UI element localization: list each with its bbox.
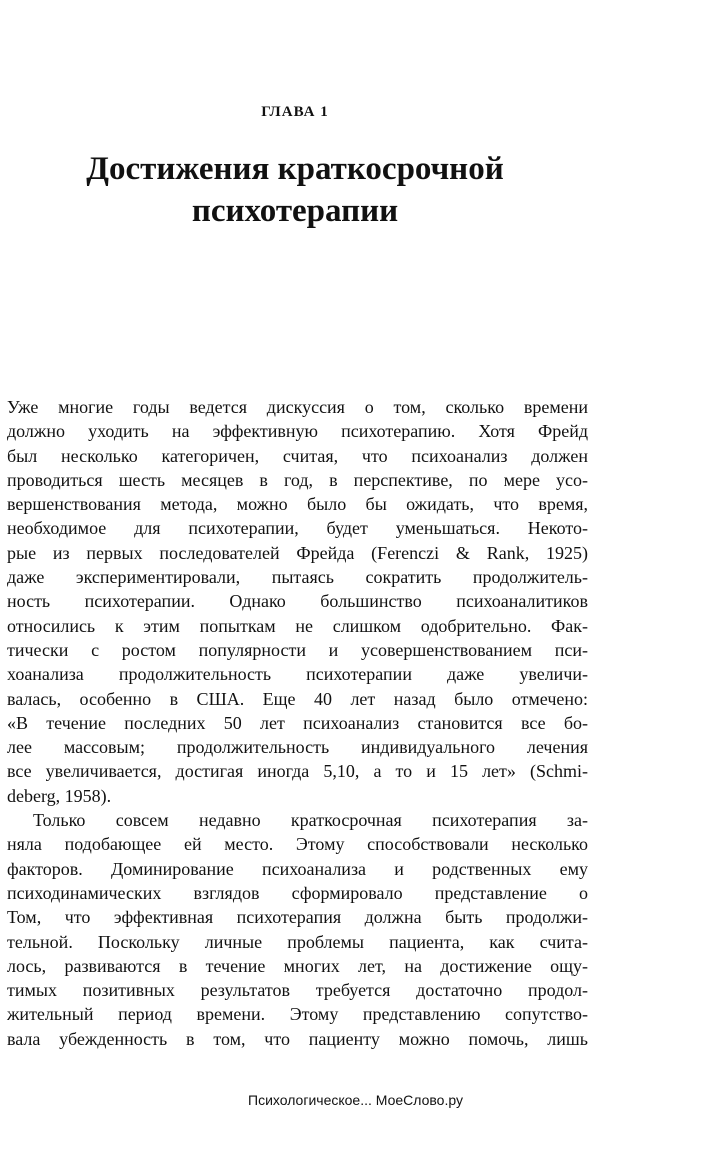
text-line: необходимое для психотерапии, будет уменьшаться. Некото- [7,518,588,539]
text-line: должно уходить на эффективную психотерапию. Хотя Фрейд [7,421,588,442]
text-line: ность психотерапии. Однако большинство психоаналитиков [7,591,588,612]
text-line: проводиться шесть месяцев в год, в перспективе, по мере усо- [7,469,588,490]
text-line: Уже многие годы ведется дискуссия о том, сколько времени [7,397,588,417]
text-line: няла подобающее ей место. Этому способствовали несколько [7,834,588,855]
chapter-title-line-1: Достижения краткосрочной [86,151,504,187]
text-line: даже экспериментировали, пытаясь сократить продолжитель- [7,567,588,588]
text-line: хоанализа продолжительность психотерапии даже увеличи- [7,664,588,685]
text-line: «В течение последних 50 лет психоанализ становится все бо- [7,712,588,733]
paragraph-1 [7,395,588,808]
text-line: рые из первых последователей Фрейда (Ferenczi & Rank, 1925) [7,542,588,563]
text-line: тически с ростом популярности и усовершенствованием пси- [7,639,588,660]
text-line: вершенствования метода, можно было бы ожидать, что время, [7,494,588,515]
chapter-title [0,148,590,232]
chapter-title-line-2: психотерапии [191,193,399,229]
text-line: лее массовым; продолжительность индивидуального лечения [7,737,588,758]
text-line: deberg, 1958). [7,785,112,806]
text-line: валась, особенно в США. Еще 40 лет назад было отмечено: [7,688,588,709]
text-line: Том, что эффективная психотерапия должна быть продолжи- [7,907,588,928]
text-line: тимых позитивных результатов требуется достаточно продол- [7,980,588,1001]
page-footer: Психологическое... МоеСлово.ру [248,1092,463,1108]
text-line: был несколько категоричен, считая, что психоанализ должен [7,445,588,466]
text-line: факторов. Доминирование психоанализа и родственных ему [7,858,588,879]
text-line: жительный период времени. Этому представлению сопутство- [7,1004,588,1025]
text-line: психодинамических взглядов сформировало представление о [7,882,588,903]
text-line: лось, развиваются в течение многих лет, на достижение ощу- [7,955,588,976]
chapter-label: ГЛАВА 1 [261,104,329,120]
body-text [7,395,588,1051]
text-line: все увеличивается, достигая иногда 5,10, а то и 15 лет» (Schmi- [7,761,588,782]
text-line: относились к этим попыткам не слишком одобрительно. Фак- [7,615,588,636]
text-line: Только совсем недавно краткосрочная психотерапия за- [33,810,588,831]
text-line: вала убежденность в том, что пациенту можно помочь, лишь [7,1028,588,1049]
paragraph-2 [7,808,588,1051]
text-line: тельной. Поскольку личные проблемы пациента, как счита- [7,931,588,952]
